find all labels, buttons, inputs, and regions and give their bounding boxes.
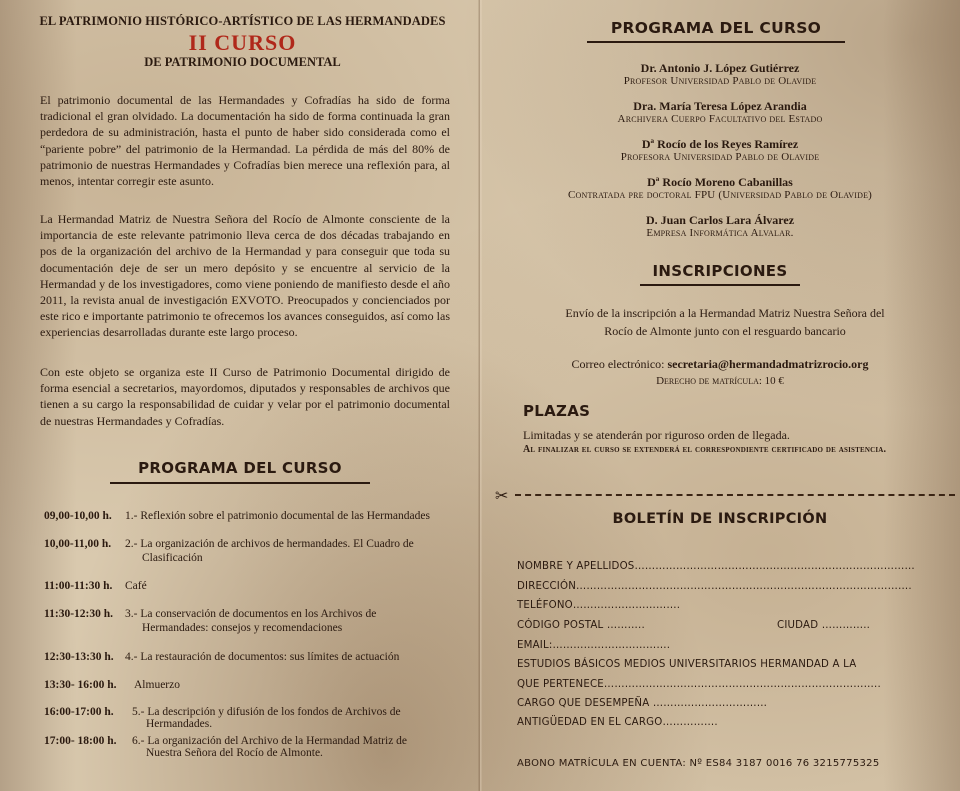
schedule-desc: Almuerzo [134,679,180,691]
professor-role: Archivera Cuerpo Facultativo del Estado [617,113,823,125]
schedule-time: 17:00- 18:00 h. [44,735,117,747]
schedule-time: 16:00-17:00 h. [44,706,114,718]
boletin-title: BOLETÍN DE INSCRIPCIÓN [612,511,828,527]
professor-name: D. Juan Carlos Lara Álvarez [645,213,795,227]
schedule-time: 09,00-10,00 h. [44,510,112,522]
professor-name: Dr. Antonio J. López Gutiérrez [640,61,800,75]
intro-paragraph-1: El patrimonio documental de las Hermandades y Cofradías ha sido de forma tradicional el gran olvidado. La documentación ha sido de forma continuada la gran perdedora de su administración, hasta el punto de haber sido considerada como el “pariente pobre” del patrimonio de la Hermandad. La pérdida de más del 80% de patrimonio de nuestras Hermandades y Cofradías bien merece una reflexión para, al menos, intentar corregir este asunto. [40,93,450,189]
email-line [495,357,945,372]
professor-entry [495,175,945,202]
schedule-desc: 3.- La conservación de documentos en los Archivos de [125,608,377,620]
header-top-line: EL PATRIMONIO HISTÓRICO-ARTÍSTICO DE LAS HERMANDADES [39,14,446,28]
professor-entry [495,61,945,88]
schedule-time: 12:30-13:30 h. [44,651,114,663]
professor-role: Contratada pre doctoral FPU (Universidad Pablo de Olavide) [567,189,873,201]
schedule-desc-cont: Nuestra Señora del Rocío de Almonte. [146,747,323,759]
form-field-estudios[interactable]: ESTUDIOS BÁSICOS MEDIOS UNIVERSITARIOS HERMANDAD A LA [517,659,857,670]
professor-entry [495,99,945,126]
schedule-time: 11:30-12:30 h. [44,608,113,620]
form-field-email[interactable]: EMAIL:……………………………. [517,640,671,651]
schedule-desc: 6.- La organización del Archivo de la Hermandad Matriz de [132,735,408,747]
form-field-cargo[interactable]: CARGO QUE DESEMPEÑA …………………………… [517,698,768,709]
schedule-time: 10,00-11,00 h. [44,538,112,550]
inscripciones-line-2: Rocío de Almonte junto con el resguardo bancario [604,324,846,338]
plazas-note: Al finalizar el curso se extenderá el correspondiente certificado de asistencia. [523,444,887,455]
intro-paragraph-2: La Hermandad Matriz de Nuestra Señora del Rocío de Almonte consciente de la importancia de este relevante patrimonio lleva cerca de dos décadas trabajando en pos de la organización del archivo de la Hermandad y para conseguir que toda su documentación deje de ser un mero depósito y se encuentre al servicio de la Hermandad y de los investigadores, como viene poniendo de manifiesto desde el año 2011, la revista anual de investigación EXVOTO. Preocupados y concienciados por este rico e importante patrimonio te ofrecemos los avances conseguidos, así como las experiencias desarrolladas durante este largo proceso. [40,212,450,340]
schedule-desc-cont: Hermandades: consejos y recomendaciones [142,622,343,634]
program-title-left: PROGRAMA DEL CURSO [110,459,370,484]
form-field-hermandad[interactable]: QUE PERTENECE…………………………………………………………………….. [517,679,881,690]
schedule-time: 13:30- 16:00 h. [44,679,117,691]
schedule-desc-cont: Clasificación [142,552,203,564]
plazas-title: PLAZAS [523,402,591,420]
schedule-desc: 5.- La descripción y difusión de los fondos de Archivos de [132,706,401,718]
program-title-right: PROGRAMA DEL CURSO [587,19,845,43]
professor-role: Profesor Universidad Pablo de Olavide [623,75,817,87]
cut-line [515,494,955,496]
schedule-desc-cont: Hermandades. [146,718,213,730]
inscripciones-text [515,304,935,340]
registration-fee: Derecho de matrícula: 10 € [656,375,784,387]
schedule-desc: 4.- La restauración de documentos: sus límites de actuación [125,651,400,663]
course-title: II CURSO [188,30,297,55]
page-fold [478,0,482,791]
email-address[interactable]: secretaria@hermandadmatrizrocio.org [667,357,869,371]
plazas-text: Limitadas y se atenderán por riguroso orden de llegada. [523,428,790,442]
intro-paragraph-3: Con este objeto se organiza este II Curso de Patrimonio Documental dirigido de forma esencial a secretarios, mayordomos, diputados y responsables de archivos que tienen a su cargo la responsabilidad de cuidar y velar por el patrimonio documental de nuestras Hermandades y Cofradías. [40,365,450,428]
inscripciones-line-1: Envío de la inscripción a la Hermandad Matriz Nuestra Señora del [565,306,885,320]
schedule-desc: 2.- La organización de archivos de hermandades. El Cuadro de [125,538,414,550]
email-label: Correo electrónico: [571,357,668,371]
professor-entry [495,137,945,164]
form-field-antiguedad[interactable]: ANTIGÜEDAD EN EL CARGO……………. [517,717,718,728]
form-field-telefono[interactable]: TELÉFONO…………………………. [517,600,681,611]
form-field-codigo-postal[interactable]: CÓDIGO POSTAL ……….. [517,620,645,631]
inscripciones-title: INSCRIPCIONES [640,262,800,286]
schedule-desc: Café [125,580,147,592]
form-field-direccion[interactable]: DIRECCIÓN……………………………………………………………………………………. [517,581,912,592]
schedule-time: 11:00-11:30 h. [44,580,113,592]
professor-role: Profesora Universidad Pablo de Olavide [620,151,820,163]
professor-role: Empresa Informática Alvalar. [646,227,794,239]
professor-entry [495,213,945,240]
scissors-icon: ✂ [495,486,509,505]
schedule-desc: 1.- Reflexión sobre el patrimonio documental de las Hermandades [125,510,430,522]
form-field-ciudad[interactable]: CIUDAD ………….. [777,620,871,631]
professor-name: Dª Rocío de los Reyes Ramírez [641,137,799,151]
form-field-nombre[interactable]: NOMBRE Y APELLIDOS……………………………………………………………………… [517,561,915,572]
bank-account: ABONO MATRÍCULA EN CUENTA: Nº ES84 3187 0016 76 3215775325 [517,758,880,769]
course-subtitle: DE PATRIMONIO DOCUMENTAL [144,55,341,69]
professor-name: Dª Rocío Moreno Cabanillas [647,175,793,189]
professor-name: Dra. María Teresa López Arandia [633,99,807,113]
